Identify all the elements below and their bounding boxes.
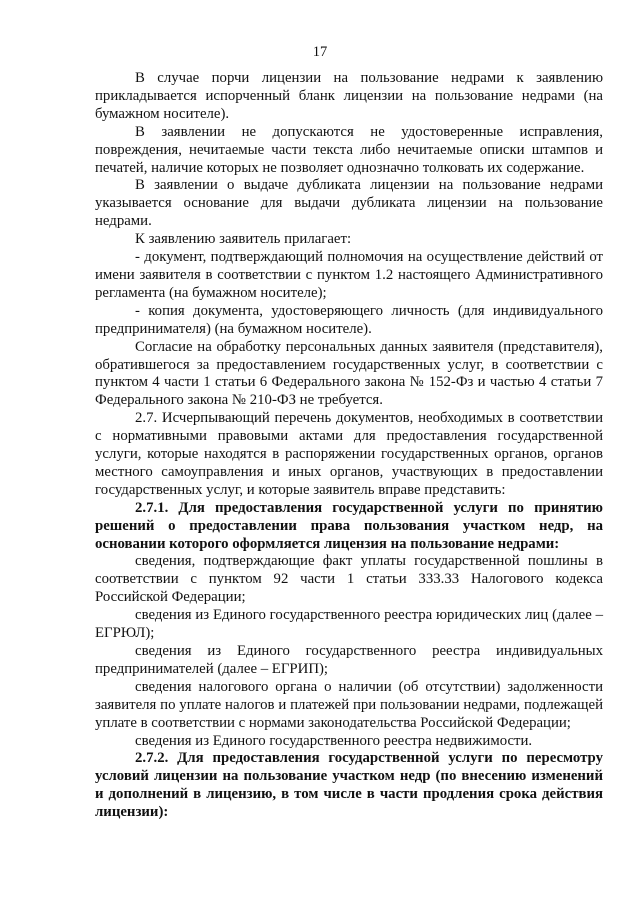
paragraph: сведения из Единого государственного реестра недвижимости. — [135, 732, 533, 749]
section-2-7-1-heading: 2.7.1. Для предоставления государственной услуги по принятию решений о предоставлении права пользования участком недр, на основании которого оформляется лицензия на пользование недрами: — [95, 499, 603, 552]
document-body — [95, 70, 603, 822]
paragraph: В случае порчи лицензии на пользование недрами к заявлению прикладывается испорченный бланк лицензии на пользование недрами (на бумажном носителе). — [95, 70, 603, 122]
paragraph: В заявлении не допускаются не удостоверенные исправления, повреждения, нечитаемые части текста либо нечитаемые описки штампов и печатей, наличие которых не позволяет однозначно толковать их содержание. — [95, 123, 603, 176]
paragraph: К заявлению заявитель прилагает: — [135, 231, 352, 248]
section-2-7-2-heading: 2.7.2. Для предоставления государственной услуги по пересмотру условий лицензии на пользование участком недр (по внесению изменений и дополнений в лицензию, в том числе в части продления срока действия лицензии): — [95, 750, 603, 821]
paragraph: сведения, подтверждающие факт уплаты государственной пошлины в соответствии с пунктом 92 части 1 статьи 333.33 Налогового кодекса Российской Федерации; — [95, 553, 603, 606]
section-2-7-paragraph: 2.7. Исчерпывающий перечень документов, необходимых в соответствии с нормативными правовыми актами для предоставления государственной услуги, которые находятся в распоряжении государственных органов, органов местного самоуправления и иных органов, участвующих в предоставлении государственных услуг, и которые заявитель вправе представить: — [95, 410, 603, 498]
paragraph: Согласие на обработку персональных данных заявителя (представителя), обратившегося за предоставлением государственных услуг, в соответствии с пунктом 4 части 1 статьи 6 Федерального закона № 152-Фз и частью 4 статьи 7 Федерального закона № 210-ФЗ не требуется. — [95, 338, 603, 409]
paragraph: сведения налогового органа о наличии (об отсутствии) задолженности заявителя по уплате налогов и платежей при пользовании недрами, подлежащей уплате в соответствии с нормами законодательства Российской Федерации; — [95, 678, 603, 731]
list-item-paragraph: - копия документа, удостоверяющего личность (для индивидуального предпринимателя) (на бумажном носителе). — [95, 302, 603, 337]
list-item-paragraph: - документ, подтверждающий полномочия на осуществление действий от имени заявителя в соответствии с пунктом 1.2 настоящего Административного регламента (на бумажном носителе); — [95, 249, 603, 301]
paragraph: сведения из Единого государственного реестра индивидуальных предпринимателей (далее – ЕГРИП); — [95, 643, 603, 677]
page-number: 17 — [312, 44, 328, 60]
paragraph: сведения из Единого государственного реестра юридических лиц (далее – ЕГРЮЛ); — [95, 607, 603, 642]
paragraph: В заявлении о выдаче дубликата лицензии на пользование недрами указывается основание для выдачи дубликата лицензии на пользование недрами. — [95, 177, 603, 230]
